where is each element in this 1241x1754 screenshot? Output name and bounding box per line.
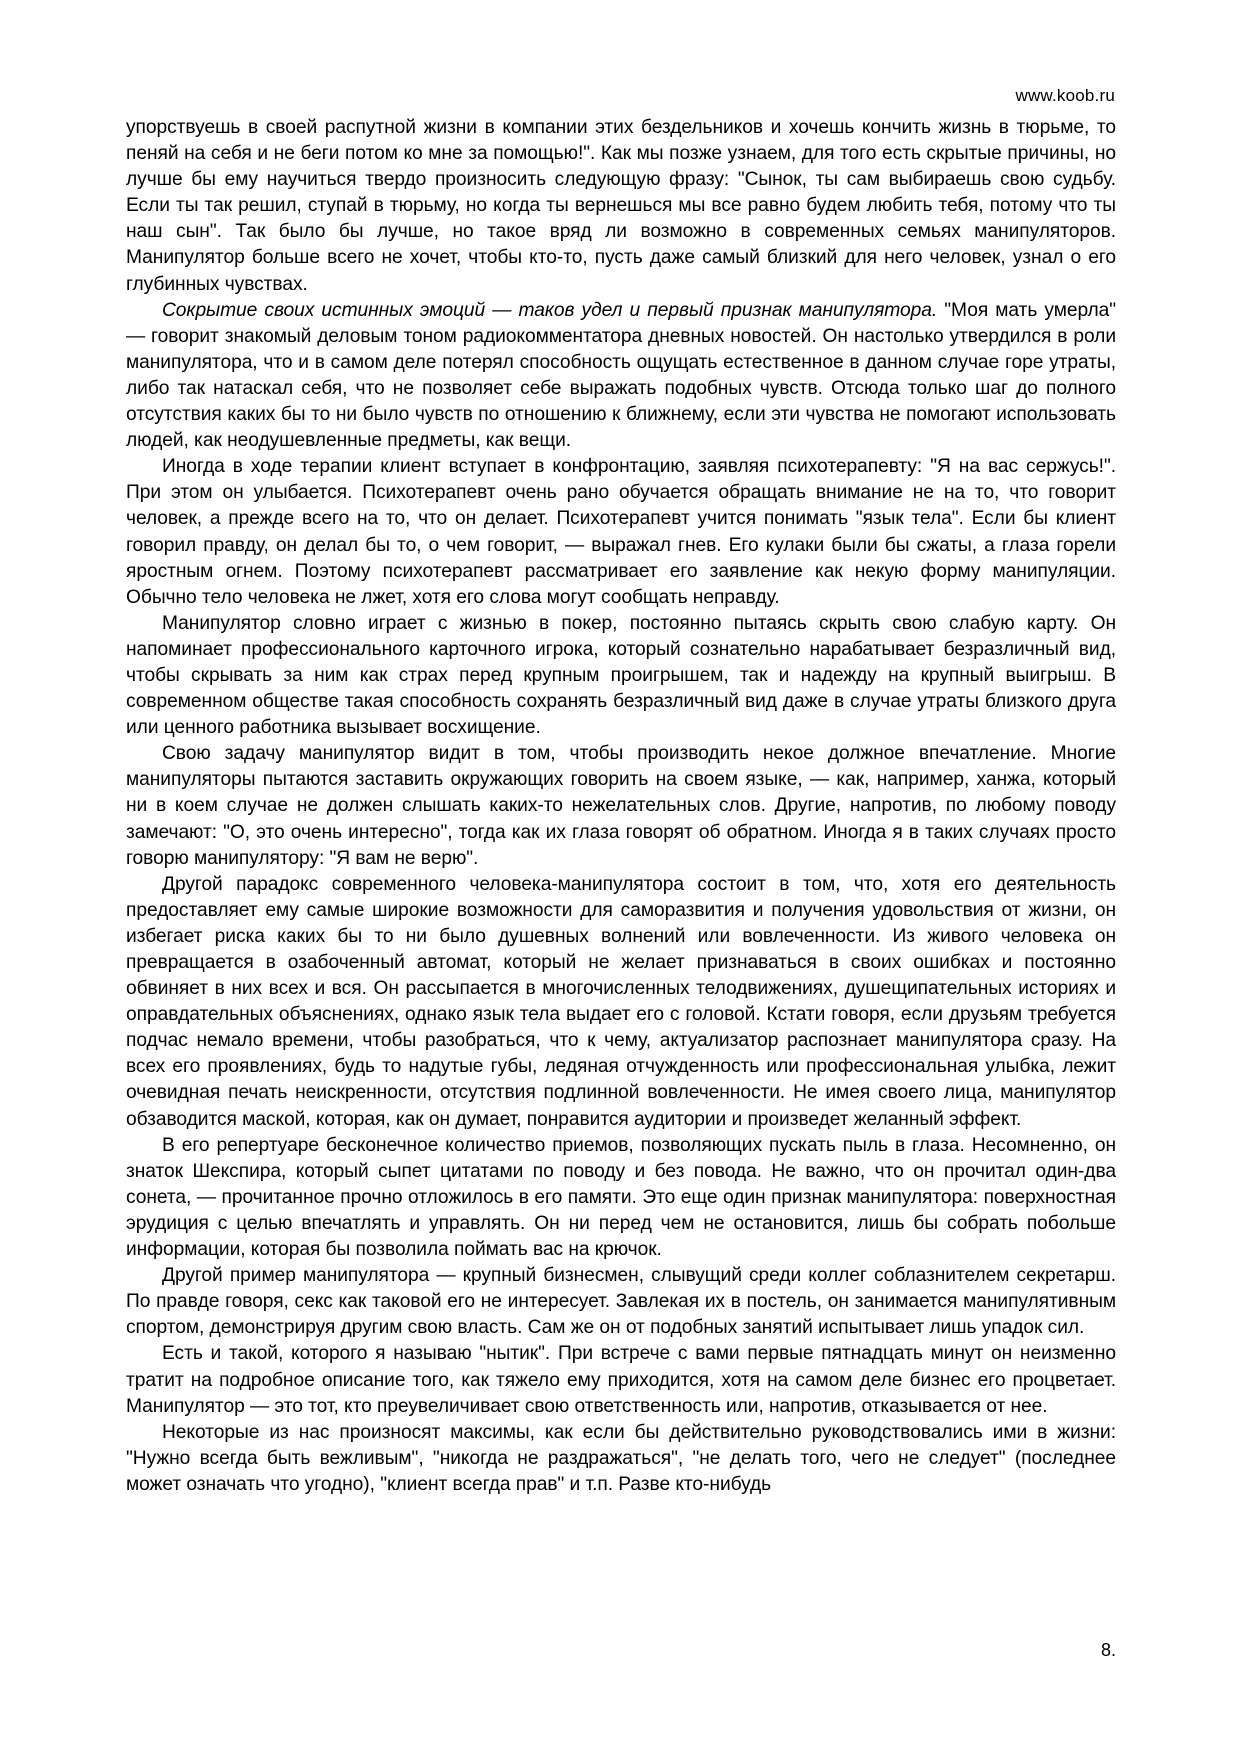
paragraph-3: Иногда в ходе терапии клиент вступает в конфронтацию, заявляя психотерапевту: "Я на вас сержусь!". При этом он улыбается. Психотерапевт очень рано обучается обращать внимание не на то, что говорит человек, а прежде всего на то, что он делает. Психотерапевт учится понимать "язык тела". Если бы клиент говорил правду, он делал бы то, о чем говорит, — выражал гнев. Его кулаки были бы сжаты, а глаза горели яростным огнем. Поэтому психотерапевт рассматривает его заявление как некую форму манипуляции. Обычно тело человека не лжет, хотя его слова могут сообщать неправду. bbox=[126, 456, 1116, 608]
paragraph-2-italic-lead: Сокрытие своих истинных эмоций — таков удел и первый признак манипулятора. bbox=[162, 299, 938, 321]
paragraph-7: В его репертуаре бесконечное количество приемов, позволяющих пускать пыль в глаза. Несомненно, он знаток Шекспира, который сыпет цитатами по поводу и без повода. Не важно, что он прочитал один-два сонета, — прочитанное прочно отложилось в его памяти. Это еще один признак манипулятора: поверхностная эрудиция с целью впечатлять и управлять. Он ни перед чем не остановится, лишь бы собрать побольше информации, которая бы позволила поймать вас на крючок. bbox=[126, 1134, 1116, 1261]
paragraph-10: Некоторые из нас произносят максимы, как если бы действительно руководствовались ими в жизни: "Нужно всегда быть вежливым", "никогда не раздражаться", "не делать того, чего не следует" (последнее может означать что угодно), "клиент всегда прав" и т.п. Разве кто-нибудь bbox=[126, 1421, 1116, 1495]
paragraph-2-text: "Моя мать умерла" — говорит знакомый деловым тоном радиокомментатора дневных новостей. Он настолько утвердился в роли манипулятора, что и в самом деле потерял способность ощущать естественное в данном случае горе утраты, либо так натаскал себя, что не позволяет себе выражать подобных чувств. Отсюда только шаг до полного отсутствия каких бы то ни было чувств по отношению к ближнему, если эти чувства не помогают использовать людей, как неодушевленные предметы, как вещи. bbox=[126, 299, 1116, 452]
document-body bbox=[126, 115, 1116, 1498]
page-number: 8. bbox=[1100, 1640, 1116, 1660]
paragraph-8: Другой пример манипулятора — крупный бизнесмен, слывущий среди коллег соблазнителем секретарш. По правде говоря, секс как таковой его не интересует. Завлекая их в постель, он занимается манипулятивным спортом, демонстрируя другим свою власть. Сам же он от подобных занятий испытывает лишь упадок сил. bbox=[126, 1265, 1116, 1339]
paragraph-2 bbox=[126, 298, 1116, 455]
paragraph-4: Манипулятор словно играет с жизнью в покер, постоянно пытаясь скрыть свою слабую карту. Он напоминает профессионального карточного игрока, который сознательно нарабатывает безразличный вид, чтобы скрывать за ним как страх перед крупным проигрышем, так и надежду на крупный выигрыш. В современном обществе такая способность сохранять безразличный вид даже в случае утраты близкого друга или ценного работника вызывает восхищение. bbox=[126, 612, 1116, 739]
paragraph-1: упорствуешь в своей распутной жизни в компании этих бездельников и хочешь кончить жизнь в тюрьме, то пеняй на себя и не беги потом ко мне за помощью!". Как мы позже узнаем, для того есть скрытые причины, но лучше бы ему научиться твердо произносить следующую фразу: "Сынок, ты сам выбираешь свою судьбу. Если ты так решил, ступай в тюрьму, но когда ты вернешься мы все равно будем любить тебя, потому что ты наш сын". Так было бы лучше, но такое вряд ли возможно в современных семьях манипуляторов. Манипулятор больше всего не хочет, чтобы кто-то, пусть даже самый близкий для него человек, узнал о его глубинных чувствах. bbox=[126, 117, 1116, 295]
paragraph-9: Есть и такой, которого я называю "нытик". При встрече с вами первые пятнадцать минут он неизменно тратит на подробное описание того, как тяжело ему приходится, хотя на самом деле бизнес его процветает. Манипулятор — это тот, кто преувеличивает свою ответственность или, напротив, отказывается от нее. bbox=[126, 1343, 1116, 1417]
paragraph-5: Свою задачу манипулятор видит в том, чтобы производить некое должное впечатление. Многие манипуляторы пытаются заставить окружающих говорить на своем языке, — как, например, ханжа, который ни в коем случае не должен слышать каких-то нежелательных слов. Другие, напротив, по любому поводу замечают: "О, это очень интересно", тогда как их глаза говорят об обратном. Иногда я в таких случаях просто говорю манипулятору: "Я вам не верю". bbox=[126, 743, 1116, 869]
site-header: www.koob.ru bbox=[1015, 86, 1115, 105]
paragraph-6: Другой парадокс современного человека-манипулятора состоит в том, что, хотя его деятельность предоставляет ему самые широкие возможности для саморазвития и получения удовольствия от жизни, он избегает риска каких бы то ни было душевных волнений или вовлеченности. Из живого человека он превращается в озабоченный автомат, который не желает признаваться в своих ошибках и постоянно обвиняет в них всех и вся. Он рассыпается в многочисленных телодвижениях, душещипательных историях и оправдательных объяснениях, однако язык тела выдает его с головой. Кстати говоря, если друзьям требуется подчас немало времени, чтобы разобраться, что к чему, актуализатор распознает манипулятора сразу. На всех его проявлениях, будь то надутые губы, ледяная отчужденность или профессиональная улыбка, лежит очевидная печать неискренности, отсутствия подлинной вовлеченности. Не имея своего лица, манипулятор обзаводится маской, которая, как он думает, понравится аудитории и произведет желанный эффект. bbox=[126, 873, 1116, 1130]
